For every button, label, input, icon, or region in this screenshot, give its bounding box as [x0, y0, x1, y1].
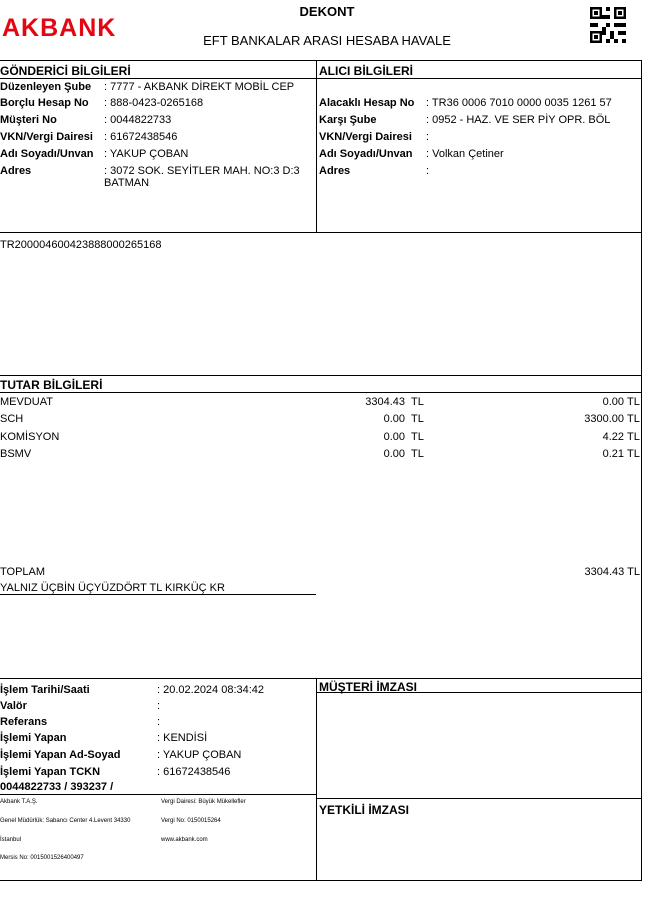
amounts-heading-underline — [0, 392, 641, 393]
receiver-label: Alacaklı Hesap No — [319, 97, 415, 109]
receiver-label: Karşı Şube — [319, 114, 377, 126]
divider-authorized — [316, 798, 641, 799]
amount-value: 0.00 — [383, 413, 405, 425]
sender-value: : 61672438546 — [104, 131, 178, 143]
receiver-value: : Volkan Çetiner — [426, 148, 504, 160]
amount-label: BSMV — [0, 448, 32, 460]
transaction-value: : — [157, 716, 161, 728]
transaction-value: : 61672438546 — [157, 766, 231, 778]
amount-currency: TL — [411, 413, 424, 425]
amount-value: 3304.43 — [365, 396, 405, 408]
authorized-signature-label: YETKİLİ İMZASI — [319, 803, 409, 817]
amount-value: 0.00 — [602, 396, 624, 408]
sender-label: Adı Soyadı/Unvan — [0, 148, 94, 160]
akbank-logo: AKBANK — [2, 14, 117, 42]
sender-label: Borçlu Hesap No — [0, 97, 89, 109]
footer-tax-number: Vergi No: 0150015264 — [161, 818, 221, 824]
sender-value: : 3072 SOK. SEYİTLER MAH. NO:3 D:3 — [104, 165, 300, 177]
divider-transaction — [0, 678, 641, 679]
amount-currency: TL — [627, 431, 640, 443]
sender-label: Düzenleyen Şube — [0, 81, 92, 93]
sender-label: Müşteri No — [0, 114, 57, 126]
sender-value: : 0044822733 — [104, 114, 172, 126]
sender-value: : 888-0423-0265168 — [104, 97, 204, 109]
divider-signatures — [316, 678, 317, 880]
transaction-reference: 0044822733 / 393237 / — [0, 781, 114, 793]
amount-value: 0.00 — [383, 431, 405, 443]
amount-value: 4.22 — [602, 431, 624, 443]
total-value: 3304.43 TL — [584, 566, 640, 578]
words-underline — [0, 594, 316, 595]
receiver-heading-underline — [316, 78, 641, 79]
transaction-value: : — [157, 700, 161, 712]
footer-city: İstanbul — [0, 837, 22, 843]
receiver-label: VKN/Vergi Dairesi — [319, 131, 412, 143]
receiver-value: : TR36 0006 7010 0000 0035 1261 57 — [426, 97, 612, 109]
amount-label: MEVDUAT — [0, 396, 53, 408]
footer-address: Genel Müdürlük: Sabancı Center 4.Levent 34330 — [0, 818, 131, 824]
sender-value: : 7777 - AKBANK DİREKT MOBİL CEP — [104, 81, 295, 93]
receiver-label: Adı Soyadı/Unvan — [319, 148, 413, 160]
amount-currency: TL — [411, 431, 424, 443]
transaction-label: Valör — [0, 700, 27, 712]
document-subtitle: EFT BANKALAR ARASI HESABA HAVALE — [203, 33, 451, 48]
amount-value: 0.21 — [602, 448, 624, 460]
amount-currency: TL — [627, 396, 640, 408]
sender-heading-underline — [0, 78, 316, 79]
frame-top — [0, 60, 641, 61]
document-title: DEKONT — [299, 4, 355, 19]
transaction-label: İşlemi Yapan — [0, 732, 67, 744]
transaction-value: : KENDİSİ — [157, 732, 208, 744]
amount-currency: TL — [627, 448, 640, 460]
amount-currency: TL — [411, 448, 424, 460]
amount-in-words: YALNIZ ÜÇBİN ÜÇYÜZDÖRT TL KIRKÜÇ KR — [0, 582, 225, 594]
transaction-label: İşlemi Yapan TCKN — [0, 766, 101, 778]
transaction-value: : YAKUP ÇOBAN — [157, 749, 242, 761]
footer-mersis: Mersis No: 0015001526400497 — [0, 855, 84, 861]
sender-label: VKN/Vergi Dairesi — [0, 131, 93, 143]
amount-label: KOMİSYON — [0, 431, 60, 443]
amount-value: 3300.00 — [584, 413, 624, 425]
frame-bottom — [0, 880, 642, 881]
amount-currency: TL — [411, 396, 424, 408]
amount-label: SCH — [0, 413, 24, 425]
receiver-label: Adres — [319, 165, 351, 177]
transaction-label: Referans — [0, 716, 48, 728]
sender-address-line2: BATMAN — [104, 177, 150, 189]
amount-currency: TL — [627, 413, 640, 425]
footer-website: www.akbank.com — [161, 837, 208, 843]
receiver-value: : 0952 - HAZ. VE SER PİY OPR. BÖL — [426, 114, 611, 126]
receiver-value: : — [426, 165, 430, 177]
sender-value: : YAKUP ÇOBAN — [104, 148, 189, 160]
divider-parties — [316, 60, 317, 232]
iban-reference: TR200004600423888000265168 — [0, 239, 162, 251]
footer-tax-office: Vergi Dairesi: Büyük Mükellefler — [161, 799, 246, 805]
customer-signature-label: MÜŞTERİ İMZASI — [319, 680, 417, 694]
divider-amounts — [0, 375, 641, 376]
transaction-label: İşlemi Yapan Ad-Soyad — [0, 749, 121, 761]
amounts-heading: TUTAR BİLGİLERİ — [0, 378, 103, 392]
qr-code-icon — [590, 7, 626, 43]
divider-footer — [0, 794, 316, 795]
transaction-label: İşlem Tarihi/Saati — [0, 684, 90, 696]
receiver-heading: ALICI BİLGİLERİ — [319, 64, 413, 78]
total-label: TOPLAM — [0, 566, 46, 578]
frame-right — [641, 60, 642, 880]
amount-value: 0.00 — [383, 448, 405, 460]
sender-label: Adres — [0, 165, 32, 177]
transaction-value: : 20.02.2024 08:34:42 — [157, 684, 265, 696]
receiver-value: : — [426, 131, 430, 143]
divider-iban — [0, 232, 641, 233]
footer-company: Akbank T.A.Ş. — [0, 799, 38, 805]
sender-heading: GÖNDERİCİ BİLGİLERİ — [0, 64, 131, 78]
